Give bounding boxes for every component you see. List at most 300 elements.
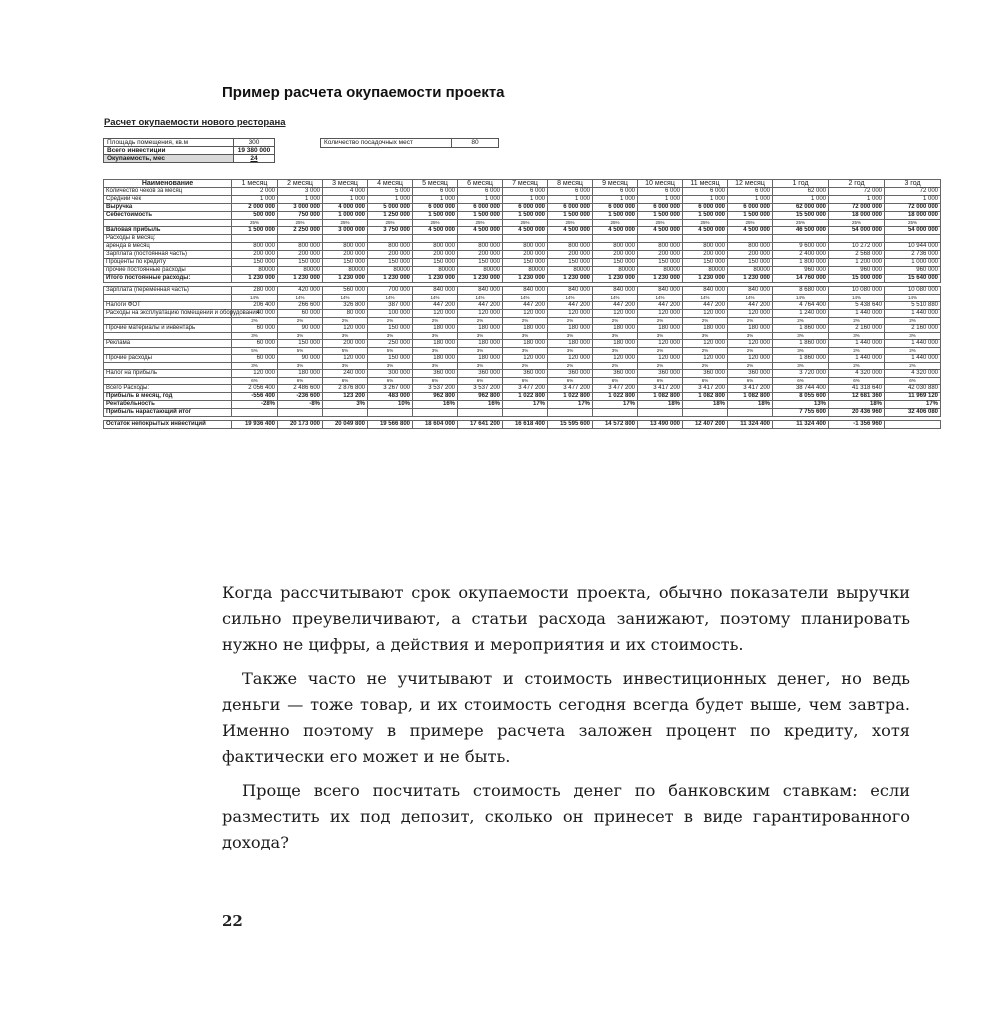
row-label: Всего Расходы: <box>104 385 232 393</box>
table-cell: 120 000 <box>232 370 278 378</box>
table-cell: 18 000 000 <box>829 212 885 220</box>
table-cell: 6% <box>323 378 368 385</box>
table-cell <box>683 235 728 243</box>
table-cell: 6% <box>728 378 773 385</box>
table-cell: 8 055 600 <box>773 393 829 401</box>
table-cell: 1 860 000 <box>773 340 829 348</box>
table-cell: 10 272 000 <box>829 243 885 251</box>
table-cell: 17 641 200 <box>458 421 503 429</box>
row-label <box>104 220 232 227</box>
table-cell: 8 680 000 <box>773 287 829 295</box>
table-cell: 14 760 000 <box>773 275 829 283</box>
table-cell: 120 000 <box>728 340 773 348</box>
table-cell <box>368 235 413 243</box>
table-cell: 200 000 <box>368 251 413 259</box>
table-cell: 14% <box>885 295 941 302</box>
row-label: Себестоимость <box>104 212 232 220</box>
table-cell: 25% <box>829 220 885 227</box>
table-row <box>104 370 941 378</box>
table-cell: 1 440 000 <box>829 310 885 318</box>
table-cell: 80000 <box>323 267 368 275</box>
table-cell: 447 200 <box>728 302 773 310</box>
table-row <box>104 275 941 283</box>
table-cell: 200 000 <box>323 340 368 348</box>
table-cell: 120 000 <box>683 310 728 318</box>
column-header: 3 год <box>885 180 941 188</box>
table-row <box>104 196 941 204</box>
table-cell: 80000 <box>413 267 458 275</box>
row-label <box>104 363 232 370</box>
table-cell: 54 000 000 <box>829 227 885 235</box>
table-cell: 1 500 000 <box>728 212 773 220</box>
row-label: Средний чек <box>104 196 232 204</box>
table-cell: 266 600 <box>278 302 323 310</box>
table-row <box>104 355 941 363</box>
table-cell: 1 240 000 <box>773 310 829 318</box>
table-cell: 6% <box>232 378 278 385</box>
table-cell: 840 000 <box>683 287 728 295</box>
table-cell: 80000 <box>593 267 638 275</box>
table-cell: 180 000 <box>413 325 458 333</box>
table-cell: 14% <box>638 295 683 302</box>
table-cell: 120 000 <box>593 310 638 318</box>
table-cell: 20 049 800 <box>323 421 368 429</box>
table-cell: 1 000 <box>728 196 773 204</box>
row-label: Валовая прибыль <box>104 227 232 235</box>
table-cell: 447 200 <box>458 302 503 310</box>
table-cell <box>503 409 548 417</box>
table-cell: 1 230 000 <box>728 275 773 283</box>
table-cell: 150 000 <box>278 340 323 348</box>
table-cell: 14% <box>232 295 278 302</box>
table-cell: 4 000 000 <box>323 204 368 212</box>
table-cell: 120 000 <box>728 310 773 318</box>
table-cell: 200 000 <box>683 251 728 259</box>
table-cell: 14% <box>323 295 368 302</box>
table-cell: 5 438 640 <box>829 302 885 310</box>
table-cell: 3% <box>885 333 941 340</box>
summary-label: Окупаемость, мес <box>104 155 234 163</box>
table-cell: 16% <box>413 401 458 409</box>
table-cell <box>683 409 728 417</box>
table-cell: 150 000 <box>368 259 413 267</box>
table-cell: 3 417 200 <box>638 385 683 393</box>
table-cell: 25% <box>773 220 829 227</box>
table-cell: 200 000 <box>638 251 683 259</box>
table-cell: 14% <box>548 295 593 302</box>
table-cell: 200 000 <box>278 251 323 259</box>
table-cell: 120 000 <box>458 310 503 318</box>
table-cell: -1 356 960 <box>829 421 885 429</box>
table-cell: 3% <box>458 333 503 340</box>
table-cell: 25% <box>885 220 941 227</box>
table-cell <box>593 409 638 417</box>
table-row <box>104 318 941 325</box>
table-row <box>104 325 941 333</box>
table-row <box>104 287 941 295</box>
table-cell: 1 440 000 <box>885 340 941 348</box>
table-cell: 41 318 640 <box>829 385 885 393</box>
table-cell: 360 000 <box>593 370 638 378</box>
table-cell: 150 000 <box>368 355 413 363</box>
table-cell <box>368 409 413 417</box>
row-label: Налог на прибыль <box>104 370 232 378</box>
table-cell <box>458 235 503 243</box>
table-cell: 14% <box>413 295 458 302</box>
table-cell: 360 000 <box>548 370 593 378</box>
row-label: Реклама <box>104 340 232 348</box>
table-cell: 1 230 000 <box>638 275 683 283</box>
article-text <box>222 580 910 864</box>
table-cell: 180 000 <box>458 325 503 333</box>
row-label <box>104 333 232 340</box>
table-cell: 4 500 000 <box>683 227 728 235</box>
table-cell: 80 000 <box>323 310 368 318</box>
table-cell: 5 510 880 <box>885 302 941 310</box>
table-cell: 120 000 <box>638 355 683 363</box>
table-cell: 17% <box>885 401 941 409</box>
table-cell: 180 000 <box>278 370 323 378</box>
table-cell: 72 000 <box>885 188 941 196</box>
table-cell: 180 000 <box>548 340 593 348</box>
table-cell: 6 000 <box>728 188 773 196</box>
table-cell: 360 000 <box>728 370 773 378</box>
column-header-name: Наименование <box>104 180 232 188</box>
table-cell: 1 860 000 <box>773 325 829 333</box>
table-row <box>104 295 941 302</box>
table-cell: 6 000 000 <box>503 204 548 212</box>
summary-value: 24 <box>234 155 275 163</box>
table-cell: 4 320 000 <box>829 370 885 378</box>
table-cell: 3 000 <box>278 188 323 196</box>
table-cell: 25% <box>638 220 683 227</box>
table-cell: 447 200 <box>593 302 638 310</box>
table-cell: 6% <box>458 378 503 385</box>
table-cell: 3 537 200 <box>413 385 458 393</box>
table-row <box>104 235 941 243</box>
table-cell: 500 000 <box>232 212 278 220</box>
table-cell: 447 200 <box>413 302 458 310</box>
summary-value: 300 <box>234 139 275 147</box>
table-cell: -28% <box>232 401 278 409</box>
table-cell: 80000 <box>368 267 413 275</box>
column-header: 1 год <box>773 180 829 188</box>
column-header: 2 год <box>829 180 885 188</box>
table-cell: 25% <box>413 220 458 227</box>
table-cell: 80000 <box>458 267 503 275</box>
table-cell: 3% <box>773 348 829 355</box>
table-cell: 25% <box>548 220 593 227</box>
table-cell: 1 022 800 <box>593 393 638 401</box>
table-cell: 180 000 <box>683 325 728 333</box>
table-cell: 4 500 000 <box>548 227 593 235</box>
table-cell: 6% <box>278 378 323 385</box>
table-row <box>104 243 941 251</box>
table-cell <box>323 409 368 417</box>
table-cell: 6 000 000 <box>458 204 503 212</box>
table-cell: 123 200 <box>323 393 368 401</box>
column-header: 10 месяц <box>638 180 683 188</box>
table-cell: 1 000 <box>548 196 593 204</box>
table-cell: 3% <box>413 333 458 340</box>
table-cell: 1 230 000 <box>278 275 323 283</box>
table-cell: 6 000 000 <box>728 204 773 212</box>
table-cell: 1 860 000 <box>773 355 829 363</box>
table-cell: 4 764 400 <box>773 302 829 310</box>
table-cell: 2% <box>323 318 368 325</box>
table-cell: 2% <box>829 348 885 355</box>
table-cell: 3% <box>413 348 458 355</box>
table-row <box>104 251 941 259</box>
table-header-row <box>104 180 941 188</box>
table-cell: 800 000 <box>278 243 323 251</box>
table-cell: 840 000 <box>593 287 638 295</box>
table-cell: 6% <box>368 378 413 385</box>
table-cell: 800 000 <box>323 243 368 251</box>
paragraph: Проще всего посчитать стоимость денег по банковским ставкам: если разместить их под депозит, сколько он принесет в виде гарантированного дохода? <box>222 781 910 852</box>
table-cell: 2 736 000 <box>885 251 941 259</box>
row-label: Зарплата (переменная часть) <box>104 287 232 295</box>
table-cell: 90 000 <box>278 355 323 363</box>
table-cell: 300 000 <box>368 370 413 378</box>
table-cell: 447 200 <box>548 302 593 310</box>
table-cell: 14% <box>683 295 728 302</box>
table-cell: 1 440 000 <box>885 310 941 318</box>
table-cell: 2% <box>368 318 413 325</box>
table-cell: 1 500 000 <box>683 212 728 220</box>
table-cell: 360 000 <box>503 370 548 378</box>
table-cell: 14% <box>503 295 548 302</box>
table-cell: 447 200 <box>683 302 728 310</box>
table-cell: 25% <box>368 220 413 227</box>
table-cell: 2 250 000 <box>278 227 323 235</box>
table-cell: 2% <box>683 363 728 370</box>
paragraph: Также часто не учитывают и стоимость инвестиционных денег, но ведь деньги — тоже товар, и их стоимость сегодня всегда будет выше, чем завтра. Именно поэтому в примере расчета заложен процент по кредиту, хотя фактически его может и не быть. <box>222 669 910 766</box>
table-cell: 5 000 <box>368 188 413 196</box>
table-cell: 6% <box>885 378 941 385</box>
table-cell: 6 000 000 <box>593 204 638 212</box>
table-cell: 3% <box>232 333 278 340</box>
table-cell: 360 000 <box>638 370 683 378</box>
table-cell: 13 490 000 <box>638 421 683 429</box>
row-label: Прочие материалы и инвентарь <box>104 325 232 333</box>
table-cell: 180 000 <box>593 340 638 348</box>
table-cell: 2 486 600 <box>278 385 323 393</box>
table-cell: 360 000 <box>458 370 503 378</box>
table-row <box>104 409 941 417</box>
table-cell <box>413 409 458 417</box>
table-cell: 3% <box>232 363 278 370</box>
table-cell: 2% <box>503 318 548 325</box>
table-cell <box>548 235 593 243</box>
table-cell: 800 000 <box>728 243 773 251</box>
table-cell <box>728 235 773 243</box>
table-cell: 150 000 <box>413 259 458 267</box>
row-label <box>104 318 232 325</box>
table-row <box>104 267 941 275</box>
table-cell: 150 000 <box>323 259 368 267</box>
table-cell: 3% <box>278 333 323 340</box>
table-cell: 2% <box>683 348 728 355</box>
table-cell: 6% <box>829 378 885 385</box>
table-cell: 16 618 400 <box>503 421 548 429</box>
table-cell: 2% <box>593 363 638 370</box>
table-cell: 6% <box>638 378 683 385</box>
table-cell: 32 406 080 <box>885 409 941 417</box>
row-label: аренда в месяц <box>104 243 232 251</box>
table-cell: 3% <box>503 333 548 340</box>
table-cell <box>458 409 503 417</box>
table-cell: 200 000 <box>548 251 593 259</box>
table-cell: 5% <box>278 348 323 355</box>
table-cell: 6% <box>773 378 829 385</box>
table-cell: 25% <box>278 220 323 227</box>
table-cell: 206 400 <box>232 302 278 310</box>
table-cell: 20 173 000 <box>278 421 323 429</box>
table-cell: 3 720 000 <box>773 370 829 378</box>
table-cell: 800 000 <box>232 243 278 251</box>
table-cell: 5% <box>232 348 278 355</box>
table-cell: 1 500 000 <box>638 212 683 220</box>
table-cell: 11 324 400 <box>728 421 773 429</box>
table-cell: 60 000 <box>232 355 278 363</box>
table-cell: 120 000 <box>503 355 548 363</box>
table-cell: 18 000 000 <box>885 212 941 220</box>
table-cell: 280 000 <box>232 287 278 295</box>
table-cell: 4 000 <box>323 188 368 196</box>
row-label: Зарплата (постоянная часть) <box>104 251 232 259</box>
table-cell: 200 000 <box>458 251 503 259</box>
table-cell: 800 000 <box>548 243 593 251</box>
table-cell: 2% <box>548 318 593 325</box>
table-cell: 15 640 000 <box>885 275 941 283</box>
table-row <box>104 227 941 235</box>
table-cell: 4 500 000 <box>593 227 638 235</box>
row-label: Прочие расходы <box>104 355 232 363</box>
table-cell: 25% <box>458 220 503 227</box>
table-cell: 90 000 <box>278 325 323 333</box>
table-cell: 1 000 <box>885 196 941 204</box>
table-cell: 3 477 200 <box>593 385 638 393</box>
column-header: 5 месяц <box>413 180 458 188</box>
table-cell: 25% <box>323 220 368 227</box>
table-cell: 960 000 <box>773 267 829 275</box>
table-cell: 72 000 <box>829 188 885 196</box>
table-cell: 1 230 000 <box>683 275 728 283</box>
table-cell <box>548 409 593 417</box>
table-cell: 120 000 <box>728 355 773 363</box>
summary-table <box>103 138 275 163</box>
table-cell: 6 000 <box>458 188 503 196</box>
table-body <box>104 188 941 429</box>
table-cell: 25% <box>728 220 773 227</box>
table-cell <box>638 235 683 243</box>
table-cell: 18% <box>638 401 683 409</box>
table-cell: 80000 <box>548 267 593 275</box>
table-cell: 18 604 000 <box>413 421 458 429</box>
table-cell: 150 000 <box>638 259 683 267</box>
row-label: Количество чеков за месяц <box>104 188 232 196</box>
table-cell: 4 500 000 <box>728 227 773 235</box>
table-cell: 2% <box>503 363 548 370</box>
table-cell: 150 000 <box>278 259 323 267</box>
table-cell <box>232 409 278 417</box>
table-cell: 2% <box>413 318 458 325</box>
row-label: Расходы в месяц: <box>104 235 232 243</box>
row-label <box>104 348 232 355</box>
row-label: прочие постоянные расходы <box>104 267 232 275</box>
table-cell: 3 750 000 <box>368 227 413 235</box>
table-cell: 1 200 000 <box>829 259 885 267</box>
table-cell: 17% <box>503 401 548 409</box>
table-cell: 3% <box>368 363 413 370</box>
table-cell: 9 600 000 <box>773 243 829 251</box>
table-cell: 54 000 000 <box>885 227 941 235</box>
table-cell: 1 000 <box>503 196 548 204</box>
table-cell: 1 000 <box>458 196 503 204</box>
table-cell: 1 500 000 <box>413 212 458 220</box>
table-cell: 2% <box>638 318 683 325</box>
table-cell: 120 000 <box>548 355 593 363</box>
table-cell: 800 000 <box>593 243 638 251</box>
table-cell: 4 500 000 <box>458 227 503 235</box>
table-cell: 25% <box>683 220 728 227</box>
table-cell: 18% <box>728 401 773 409</box>
table-cell: 2 000 000 <box>232 204 278 212</box>
table-cell: 180 000 <box>413 340 458 348</box>
payback-table <box>103 179 941 429</box>
table-cell: 1 000 <box>278 196 323 204</box>
table-cell: 80000 <box>278 267 323 275</box>
summary-row <box>104 139 275 147</box>
table-cell: 3% <box>323 363 368 370</box>
row-label <box>104 295 232 302</box>
table-cell: 1 230 000 <box>368 275 413 283</box>
row-label: Прибыль в месяц, год <box>104 393 232 401</box>
table-cell: 3% <box>368 333 413 340</box>
table-cell: 3% <box>323 401 368 409</box>
table-cell: 180 000 <box>503 340 548 348</box>
table-cell: 3 477 200 <box>503 385 548 393</box>
table-cell: 2 056 400 <box>232 385 278 393</box>
table-row <box>104 310 941 318</box>
column-header: 9 месяц <box>593 180 638 188</box>
table-cell: 180 000 <box>548 325 593 333</box>
table-cell: 3% <box>728 333 773 340</box>
table-cell: 1 000 <box>232 196 278 204</box>
table-cell: 80000 <box>503 267 548 275</box>
table-cell: 2% <box>773 318 829 325</box>
column-header: 11 месяц <box>683 180 728 188</box>
table-cell: 1 250 000 <box>368 212 413 220</box>
row-label: Рентабельность <box>104 401 232 409</box>
table-cell: 20 436 960 <box>829 409 885 417</box>
table-cell: 6 000 <box>683 188 728 196</box>
table-cell: 3% <box>593 333 638 340</box>
row-label: Итого постоянные расходы: <box>104 275 232 283</box>
table-cell: 840 000 <box>413 287 458 295</box>
table-cell: 25% <box>593 220 638 227</box>
column-header: 6 месяц <box>458 180 503 188</box>
table-cell <box>728 409 773 417</box>
table-cell: 4 320 000 <box>885 370 941 378</box>
table-cell: 420 000 <box>278 287 323 295</box>
sheet-title: Расчет окупаемости нового ресторана <box>104 117 286 128</box>
table-cell: 15 500 000 <box>773 212 829 220</box>
table-cell: 3% <box>773 363 829 370</box>
table-cell: 72 000 000 <box>829 204 885 212</box>
row-label <box>104 378 232 385</box>
